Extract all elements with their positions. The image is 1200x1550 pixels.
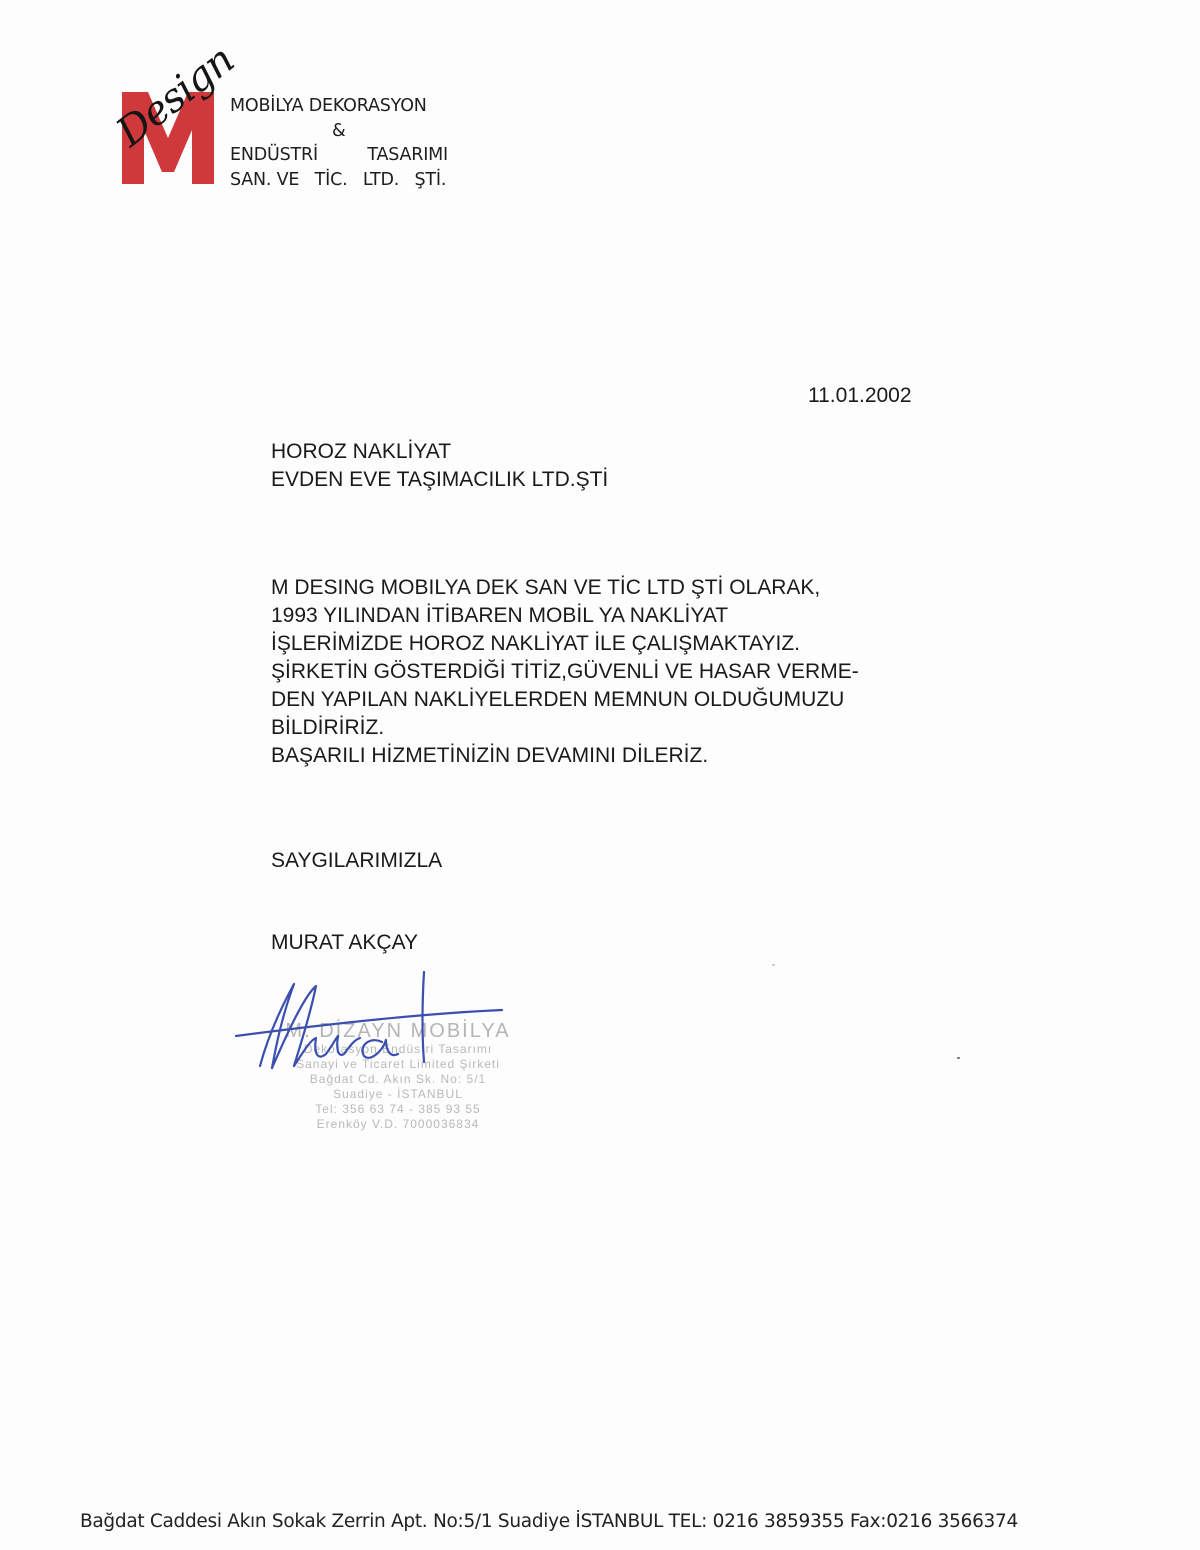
company-line-3-right: TASARIMI [367, 145, 449, 165]
scan-speck [772, 964, 775, 966]
closing-salutation: SAYGILARIMIZLA [271, 849, 443, 872]
stamp-line: Tel: 356 63 74 - 385 93 55 [315, 1102, 481, 1116]
stamp-line: M. DİZAYN MOBİLYA [285, 1020, 511, 1042]
body-line: BİLDİRİRİZ. [271, 716, 385, 739]
logo-script-text: Design [108, 36, 243, 156]
company-line-3 [230, 143, 456, 168]
company-line-3-left: ENDÜSTRİ [230, 145, 318, 165]
stamp-line: Sanayi ve Ticaret Limited Şirketi [296, 1057, 500, 1071]
body-line: İŞLERİMİZDE HOROZ NAKLİYAT İLE ÇALIŞMAKTAYIZ. [271, 632, 800, 655]
letter-body [271, 574, 859, 770]
signer-name: MURAT AKÇAY [271, 931, 419, 954]
company-logo [108, 36, 243, 184]
stamp-line: Suadiye - İSTANBUL [333, 1087, 463, 1101]
footer-address: Bağdat Caddesi Akın Sokak Zerrin Apt. No:5/1 Suadiye İSTANBUL TEL: 0216 3859355 Fax:0216 3566374 [80, 1511, 1018, 1532]
stamp-line: Bağdat Cd. Akın Sk. No: 5/1 [309, 1072, 487, 1086]
addressee-block [271, 438, 608, 494]
body-line: DEN YAPILAN NAKLİYELERDEN MEMNUN OLDUĞUMUZU [271, 688, 845, 711]
body-line: M DESING MOBILYA DEK SAN VE TİC LTD ŞTİ OLARAK, [271, 576, 821, 599]
stamp-line: Erenköy V.D. 7000036834 [316, 1117, 480, 1131]
company-line-4-part: SAN. VE [230, 169, 300, 190]
body-line: ŞİRKETİN GÖSTERDİĞİ TİTİZ,GÜVENLİ VE HASAR VERME- [271, 660, 859, 683]
company-name-block [230, 94, 456, 192]
body-line: 1993 YILINDAN İTİBAREN MOBİL YA NAKLİYAT [271, 604, 729, 627]
company-line-4-part: TİC. [314, 169, 348, 190]
company-line-4-part: ŞTİ. [414, 169, 447, 190]
handwritten-signature-icon [232, 966, 522, 1076]
addressee-line: EVDEN EVE TAŞIMACILIK LTD.ŞTİ [271, 468, 609, 491]
addressee-line: HOROZ NAKLİYAT [271, 440, 452, 463]
company-line-4-part: LTD. [362, 169, 400, 190]
company-ampersand: & [332, 120, 346, 141]
stamp-line: Dekorasyon Endüstri Tasarımı [303, 1042, 493, 1056]
company-line-1: MOBİLYA DEKORASYON [230, 96, 427, 116]
scan-speck [957, 1057, 960, 1059]
letter-date: 11.01.2002 [808, 384, 912, 407]
company-line-4 [230, 168, 456, 193]
body-line: BAŞARILI HİZMETİNİZİN DEVAMINI DİLERİZ. [271, 744, 709, 767]
